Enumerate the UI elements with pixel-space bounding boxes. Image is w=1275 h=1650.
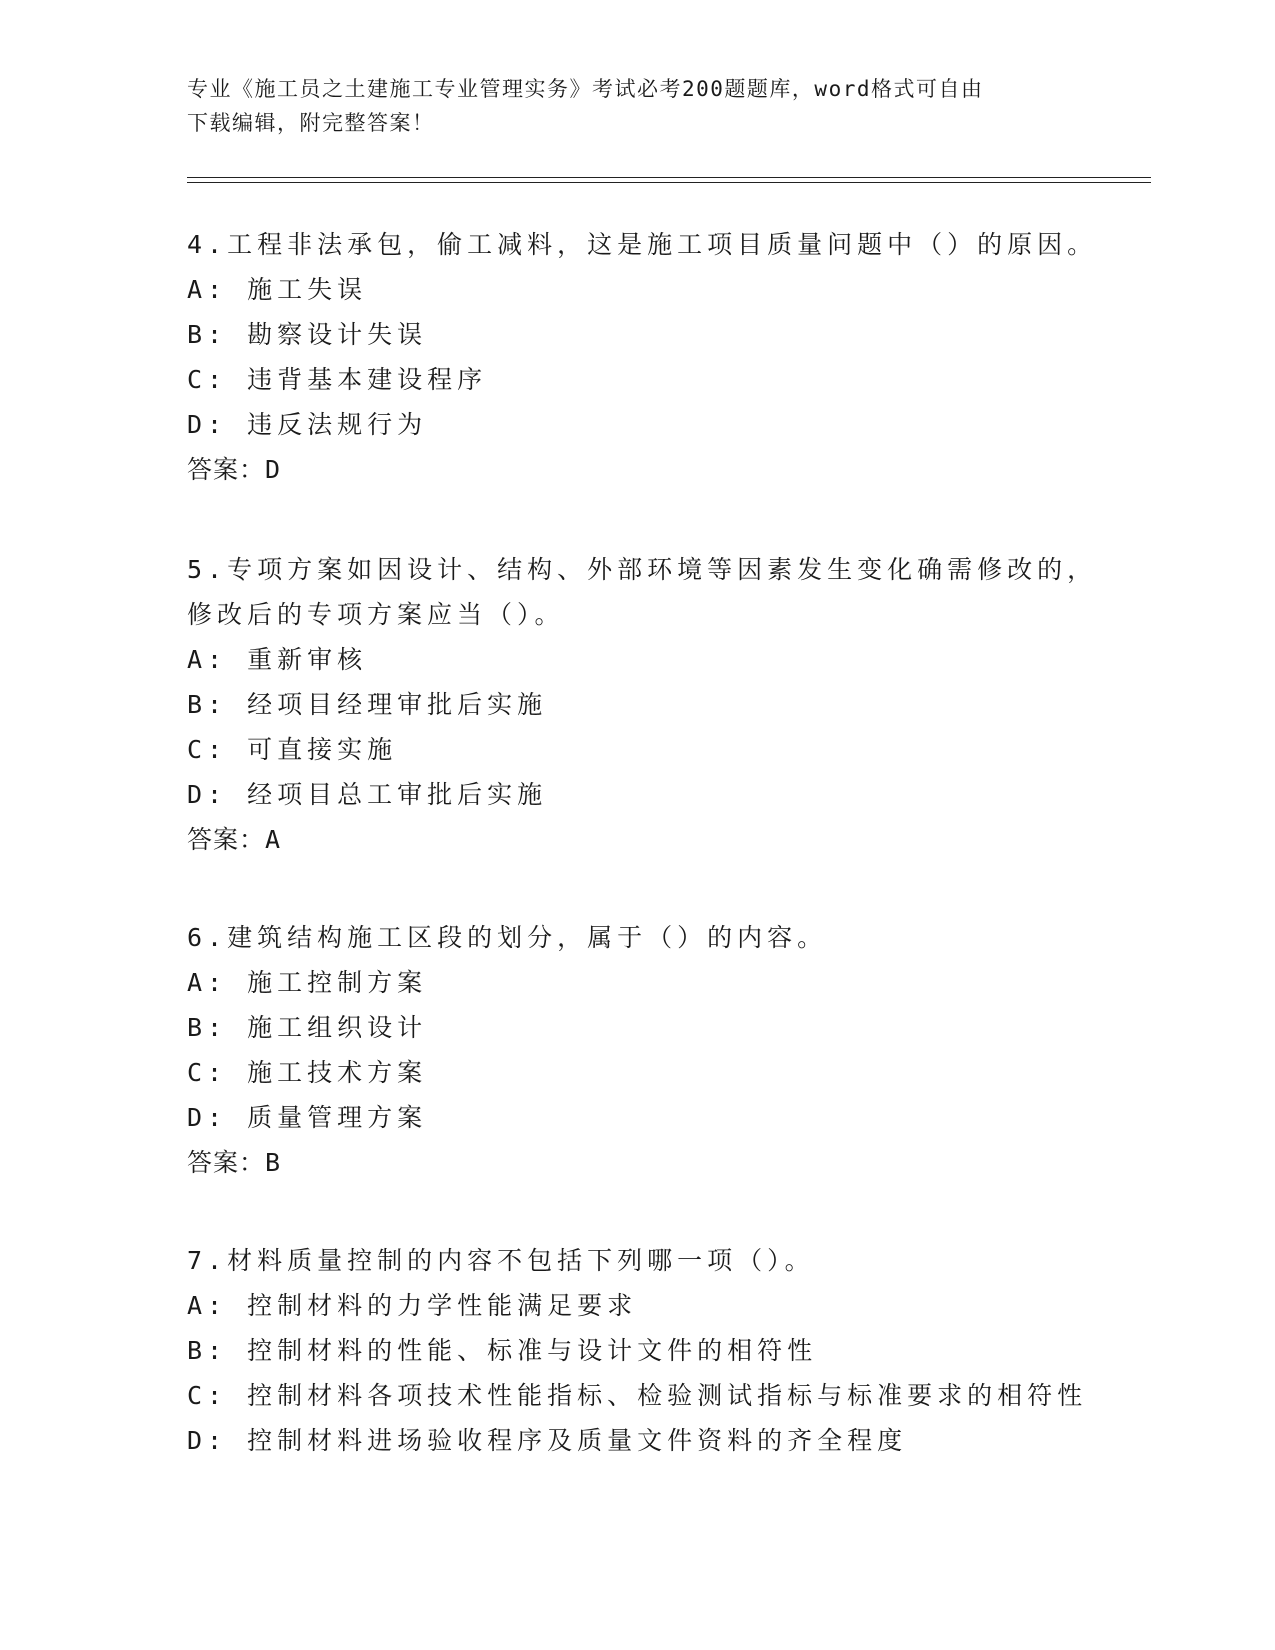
option-a: A: 重新审核: [187, 645, 368, 674]
option-a: A: 施工失误: [187, 275, 368, 304]
option-d: D: 控制材料进场验收程序及质量文件资料的齐全程度: [187, 1426, 908, 1455]
option-a: A: 控制材料的力学性能满足要求: [187, 1291, 638, 1320]
header-line-2: 下载编辑，附完整答案！: [187, 111, 435, 135]
option-b: B: 经项目经理审批后实施: [187, 690, 548, 719]
question-7: [187, 1238, 1087, 1463]
option-b: B: 控制材料的性能、标准与设计文件的相符性: [187, 1336, 818, 1365]
question-5: [187, 547, 1098, 862]
question-stem: 7.材料质量控制的内容不包括下列哪一项（）。: [187, 1246, 815, 1275]
option-b: B: 勘察设计失误: [187, 320, 428, 349]
answer-value: B: [265, 1148, 282, 1177]
document-header: [187, 72, 1087, 140]
answer-label: 答案：: [187, 455, 266, 484]
question-stem: 6.建筑结构施工区段的划分，属于（）的内容。: [187, 923, 828, 952]
answer-line: [187, 817, 1087, 862]
answer-line: [187, 447, 1087, 492]
option-c: C: 可直接实施: [187, 735, 398, 764]
answer-label: 答案：: [187, 1148, 266, 1177]
header-divider-top: [187, 177, 1151, 178]
option-c: C: 控制材料各项技术性能指标、检验测试指标与标准要求的相符性: [187, 1381, 1088, 1410]
option-d: D: 质量管理方案: [187, 1103, 428, 1132]
answer-value: A: [265, 825, 282, 854]
question-6: [187, 915, 1087, 1185]
option-b: B: 施工组织设计: [187, 1013, 428, 1042]
header-line-1: 专业《施工员之土建施工专业管理实务》考试必考200题题库，word格式可自由: [187, 77, 984, 101]
answer-label: 答案：: [187, 825, 266, 854]
question-stem: 4.工程非法承包，偷工减料，这是施工项目质量问题中（）的原因。: [187, 230, 1098, 259]
answer-line: [187, 1140, 1087, 1185]
option-d: D: 经项目总工审批后实施: [187, 780, 548, 809]
question-stem-continued: 修改后的专项方案应当（）。: [187, 600, 565, 629]
question-stem: 5.专项方案如因设计、结构、外部环境等因素发生变化确需修改的，: [187, 555, 1098, 584]
header-divider-bottom: [187, 182, 1151, 183]
option-d: D: 违反法规行为: [187, 410, 428, 439]
answer-value: D: [265, 455, 282, 484]
option-a: A: 施工控制方案: [187, 968, 428, 997]
option-c: C: 施工技术方案: [187, 1058, 428, 1087]
question-4: [187, 222, 1098, 492]
option-c: C: 违背基本建设程序: [187, 365, 488, 394]
